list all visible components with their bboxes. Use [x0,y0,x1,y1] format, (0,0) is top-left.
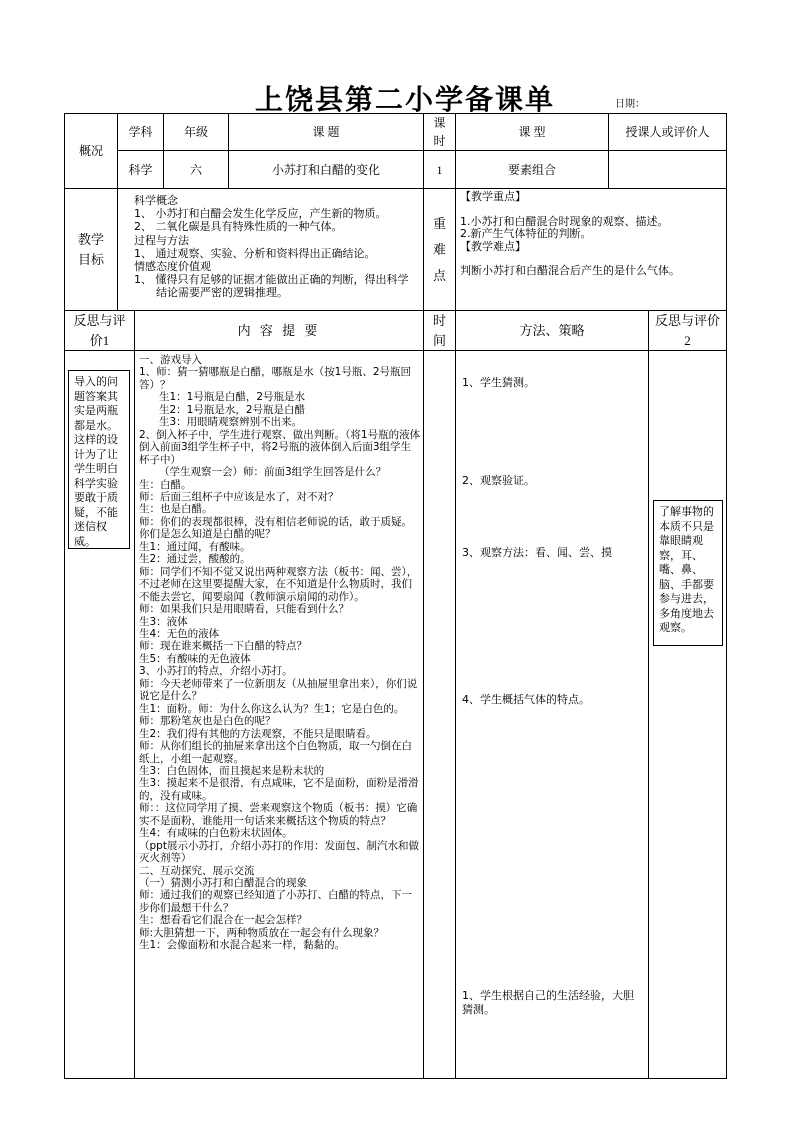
content-line: 生1：面粉。师：为什么你这么认为？生1；它是白色的。 [139,702,405,715]
header-grade: 年级 [163,113,229,151]
content-line: 师:大胆猜想一下，两种物质放在一起会有什么现象？ [139,926,385,939]
header-teacher: 授课人或评价人 [608,113,727,151]
content-line: 生2：1号瓶是水，2号瓶是白醋 [159,403,306,416]
content-line: 师：通过我们的观察已经知道了小苏打、白醋的特点，下一步你们最想干什么？ [139,889,412,914]
content-line: 师：如果我们只是用眼睛看，只能看到什么？ [139,603,349,616]
objectives-text [134,194,419,300]
value-type: 要素组合 [455,150,609,189]
method-item: 1、学生猜测。 [462,376,535,389]
content-line: （一）猜测小苏打和白醋混合的现象 [139,877,307,890]
header-reflection2: 反思与评价2 [648,310,727,351]
header-time: 时间 [423,310,456,351]
content-line: 师：后面三组杯子中应该是水了，对不对？ [139,490,339,503]
content-line: 生5：有酸味的无色液体 [139,652,251,665]
content-line: 生1：通过闻，有酸味。 [139,540,251,553]
content-line: （学生观察一会）师：前面3组学生回答是什么？ [159,466,387,479]
content-line: 生2：通过尝，酸酸的。 [139,553,251,566]
content-line: 生：白醋。 [139,478,192,491]
method-item: 3、观察方法：看、闻、尝、摸 [462,546,612,559]
content-line: 1、师：猜一猜哪瓶是白醋，哪瓶是水（按1号瓶、2号瓶回答）？ [139,366,412,391]
key-points-label: 重难点 [423,188,456,311]
header-periods: 课时 [423,113,456,151]
reflection1-note: 导入的问题答案其实是两瓶都是水。这样的设计为了让学生明白科学实验要敢于质疑，不能迷信权威。 [68,370,130,549]
content-line: 生1：1号瓶是白醋，2号瓶是水 [159,391,306,404]
content-text [139,354,421,952]
method-item: 4、学生概括气体的特点。 [462,693,590,706]
content-line: 师：同学们不知不觉又说出两种观察方法（板书：闻、尝），不过老师在这里要提醒大家，在不知道是什么物质时，我们不能去尝它，闻要扇闻（教师演示扇闻的动作）。 [139,565,418,603]
content-line: 师：你们的表现都很棒，没有相信老师说的话，敢于质疑。你们是怎么知道是白醋的呢？ [139,515,412,541]
content-line: 生：想看看它们混合在一起会怎样？ [139,914,307,927]
objective-line: 2、 二氧化碳是具有特殊性质的一种气体。 [134,220,343,234]
objective-line: 1、 通过观察、实验、分析和资料得出正确结论。 [134,246,376,260]
content-line: 一、游戏导入 [139,354,202,366]
content-line: 生1：会像面粉和水混合起来一样，黏黏的。 [139,939,346,952]
objective-line: 1、 懂得只有足够的证据才能做出正确的判断，得出科学结论需要严密的逻辑推理。 [134,273,409,300]
content-line: 师：从你们组长的抽屉来拿出这个白色物质，取一勺倒在白纸上，小组一起观察。 [139,740,412,765]
header-subject: 学科 [117,113,164,151]
content-line: 师：现在谁来概括一下白醋的特点？ [139,640,307,653]
header-method: 方法、策略 [455,310,649,351]
overview-label: 概况 [64,113,118,189]
objective-line: 过程与方法 [134,233,189,247]
header-content: 内 容 提 要 [134,310,424,351]
key-points-text [460,191,722,278]
objectives-label: 教学目标 [64,188,118,311]
time-cell [423,350,456,1079]
method-item: 1、学生根据自己的生活经验，大胆猜测。 [462,989,634,1016]
objective-line: 情感态度价值观 [134,260,211,274]
value-periods: 1 [423,150,456,189]
content-line: 师：：这位同学用了摸、尝来观察这个物质（板书：摸）它确实不是面粉，谁能用一句话来来概括这个物质的特点？ [139,802,418,827]
key-item: 1.小苏打和白醋混合时现象的观察、描述。 [460,214,669,228]
content-line: 生4：无色的液体 [139,627,220,640]
objective-line: 科学概念 [134,194,178,207]
content-line: （ppt展示小苏打，介绍小苏打的作用：发面包、制汽水和做灭火剂等） [139,839,419,865]
value-grade: 六 [163,150,229,189]
content-line: 生3：液体 [139,615,188,628]
reflection2-note: 了解事物的本质不只是靠眼睛观察，耳、嘴、鼻、脑、手都要参与进去，多角度地去观察。 [653,500,723,646]
content-line: 生3：用眼睛观察辨别不出来。 [159,416,303,429]
header-type: 课 型 [455,113,609,151]
content-line: 生2：我们得有其他的方法观察，不能只是眼睛看。 [139,727,377,740]
objective-line: 1、 小苏打和白醋会发生化学反应，产生新的物质。 [134,207,387,221]
difficult-title: 【教学难点】 [460,239,526,253]
key-item: 2.新产生气体特征的判断。 [460,227,592,241]
difficult-text: 判断小苏打和白醋混合后产生的是什么气体。 [460,264,680,278]
content-line: 生：也是白醋。 [139,503,213,516]
method-cell [455,350,649,1079]
content-line: 师：那粉笔灰也是白色的呢？ [139,715,276,728]
content-line: 师：今天老师带来了一位新朋友（从抽屉里拿出来），你们说说它是什么？ [139,677,418,703]
content-line: 生3：摸起来不是很滑，有点咸味，它不是面粉，面粉是滑滑的，没有咸味。 [139,777,419,802]
page-title: 上饶县第二小学备课单 [255,85,556,116]
content-line: 3、小苏打的特点，介绍小苏打。 [139,665,293,678]
date-label: 日期： [615,99,645,110]
value-teacher [608,150,727,189]
content-line: 生4：有咸味的白色粉末状固体。 [139,827,293,840]
content-line: 2、倒入杯子中，学生进行观察、做出判断。（将1号瓶的液体倒入前面3组学生杯子中，将2号瓶的液体倒入后面3组学生杯子中） [139,428,421,466]
method-item: 2、观察验证。 [462,474,535,487]
value-subject: 科学 [117,150,164,189]
content-line: 生3：白色固体，而且摸起来是粉末状的 [139,764,325,777]
header-topic: 课 题 [228,113,424,151]
header-reflection1: 反思与评价1 [64,310,135,351]
key-title: 【教学重点】 [460,190,526,203]
reflection2-cell [648,350,727,1079]
content-line: 二、互动探究、展示交流 [139,864,255,877]
value-topic: 小苏打和白醋的变化 [228,150,424,189]
